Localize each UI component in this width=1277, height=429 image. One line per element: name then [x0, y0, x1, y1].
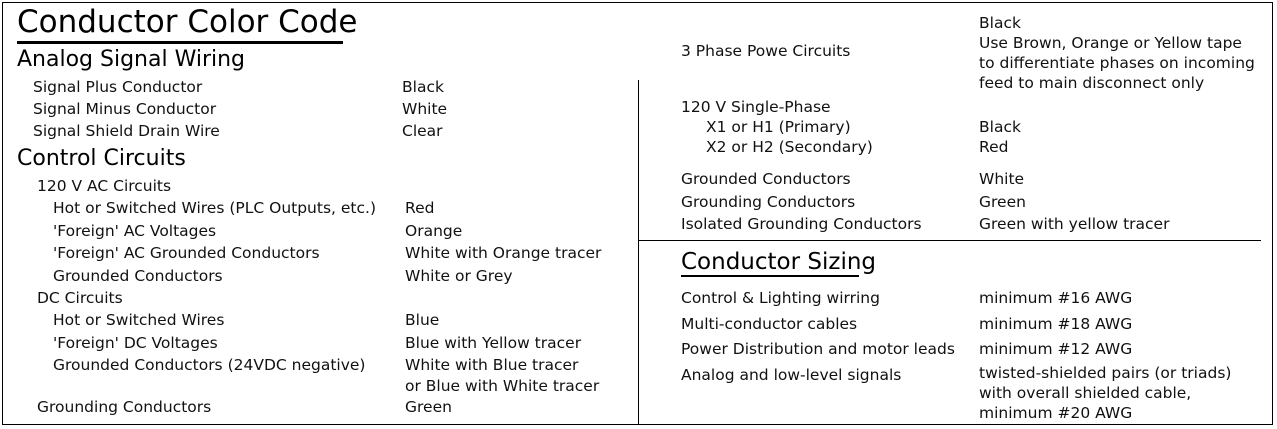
power-row-value: Green [979, 193, 1026, 211]
analog-label: Signal Plus Conductor [33, 78, 203, 96]
analog-value: White [402, 100, 448, 118]
ac-label: 'Foreign' AC Voltages [53, 222, 217, 240]
single-phase-label: 120 V Single-Phase [681, 98, 831, 116]
ac-label: 'Foreign' AC Grounded Conductors [53, 244, 320, 262]
power-row-value: White [979, 170, 1025, 188]
three-phase-value: feed to main disconnect only [979, 74, 1205, 92]
title-underline [17, 41, 343, 44]
page-title: Conductor Color Code [17, 4, 358, 40]
three-phase-value: Black [979, 14, 1021, 32]
column-divider [638, 80, 639, 425]
three-phase-value: Use Brown, Orange or Yellow tape [979, 34, 1242, 52]
ac-value: White or Grey [405, 267, 513, 285]
sizing-label: Control & Lighting wirring [681, 289, 880, 307]
sizing-label: Power Distribution and motor leads [681, 340, 955, 358]
sizing-value: minimum #16 AWG [979, 289, 1133, 307]
single-phase-row-label: X1 or H1 (Primary) [706, 118, 851, 136]
ac-circuits-label: 120 V AC Circuits [37, 177, 172, 195]
single-phase-row-value: Red [979, 138, 1009, 156]
analog-label: Signal Shield Drain Wire [33, 122, 220, 140]
sizing-value: minimum #12 AWG [979, 340, 1133, 358]
analog-value: Clear [402, 122, 443, 140]
sizing-value: with overall shielded cable, [979, 384, 1192, 402]
power-row-label: Grounding Conductors [681, 193, 856, 211]
ac-label: Grounded Conductors [53, 267, 223, 285]
three-phase-value: to differentiate phases on incoming [979, 54, 1255, 72]
dc-label: Grounded Conductors (24VDC negative) [53, 356, 366, 374]
single-phase-row-value: Black [979, 118, 1021, 136]
analog-value: Black [402, 78, 444, 96]
grounding-value: Green [405, 398, 452, 416]
analog-heading: Analog Signal Wiring [17, 47, 246, 72]
control-heading: Control Circuits [17, 146, 186, 171]
ac-value: Orange [405, 222, 463, 240]
ac-label: Hot or Switched Wires (PLC Outputs, etc.) [53, 199, 376, 217]
ac-value: Red [405, 199, 435, 217]
sizing-value: minimum #18 AWG [979, 315, 1133, 333]
grounding-label: Grounding Conductors [37, 398, 212, 416]
dc-value: Blue with Yellow tracer [405, 334, 582, 352]
analog-label: Signal Minus Conductor [33, 100, 217, 118]
dc-circuits-label: DC Circuits [37, 289, 123, 307]
dc-label: Hot or Switched Wires [53, 311, 225, 329]
dc-label: 'Foreign' DC Voltages [53, 334, 218, 352]
three-phase-label: 3 Phase Powe Circuits [681, 42, 851, 60]
section-divider [638, 240, 1261, 241]
power-row-value: Green with yellow tracer [979, 215, 1170, 233]
sizing-value: minimum #20 AWG [979, 404, 1133, 422]
dc-value-continued: or Blue with White tracer [405, 377, 600, 395]
sizing-label: Multi-conductor cables [681, 315, 858, 333]
ac-value: White with Orange tracer [405, 244, 602, 262]
sizing-label: Analog and low-level signals [681, 366, 902, 384]
sizing-value: twisted-shielded pairs (or triads) [979, 364, 1232, 382]
power-row-label: Isolated Grounding Conductors [681, 215, 922, 233]
dc-value: White with Blue tracer [405, 356, 579, 374]
power-row-label: Grounded Conductors [681, 170, 851, 188]
sizing-heading: Conductor Sizing [681, 249, 877, 275]
dc-value: Blue [405, 311, 440, 329]
sizing-underline [681, 275, 859, 277]
single-phase-row-label: X2 or H2 (Secondary) [706, 138, 873, 156]
